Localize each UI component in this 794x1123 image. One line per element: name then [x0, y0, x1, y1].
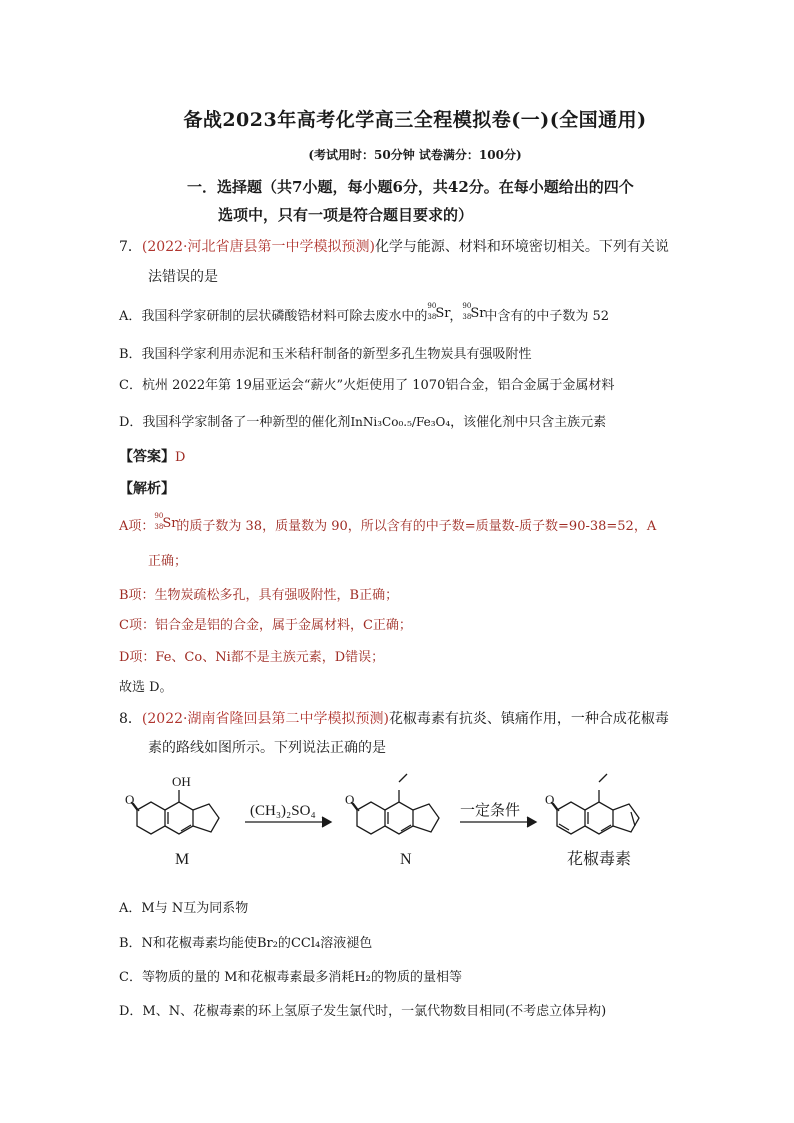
q7-stem-line2: 法错误的是	[148, 269, 218, 285]
molecule-n-structure	[351, 774, 439, 834]
q7-analysis-label: 【解析】	[119, 481, 175, 497]
q7-stem-line1: 化学与能源、材料和环境密切相关。下列有关说	[374, 239, 669, 255]
q8-stem	[119, 708, 669, 730]
q7-option-d: D．我国科学家制备了一种新型的催化剂InNi₃Co₀.₅/Fe₃O₄，该催化剂中只含主族元素	[119, 415, 607, 430]
q7-answer: 【答案】D	[119, 449, 186, 465]
q8-source: (2022·湖南省隆回县第二中学模拟预测)	[141, 711, 389, 727]
n-carbonyl-o: O	[345, 792, 355, 807]
q7-option-a: A．我国科学家研制的层状磷酸锆材料可除去废水中的 90 38 Sr ， 90 38 Sr 中含有的中子数为 52	[119, 302, 610, 324]
q8-option-d: D．M、N、花椒毒素的环上氢原子发生氯代时，一氯代物数目相同(不考虑立体异构)	[119, 1004, 607, 1019]
sr-isotope: 90 38 Sr	[427, 302, 451, 321]
page-title: 备战2023年高考化学高三全程模拟卷(一)(全国通用)	[183, 109, 647, 131]
q7-stem	[119, 236, 669, 258]
q7-explain-b: B项：生物炭疏松多孔，具有强吸附性，B正确；	[119, 588, 399, 603]
product-structure	[551, 774, 639, 834]
catalyst-formula: InNi₃Co₀.₅/Fe₃O₄	[350, 415, 451, 429]
exam-info: (考试用时：50分钟 试卷满分：100分)	[308, 148, 522, 162]
q7-explain-c: C项：铝合金是铝的合金，属于金属材料，C正确；	[119, 618, 412, 633]
q7-number: 7．	[119, 239, 142, 255]
reagent-label: (CH₃)₂SO₄	[250, 803, 316, 819]
q7-source: (2022·河北省唐县第一中学模拟预测)	[141, 239, 375, 255]
molecule-m-structure	[131, 790, 219, 834]
q7-option-b: B．我国科学家利用赤泥和玉米秸秆制备的新型多孔生物炭具有强吸附性	[119, 347, 532, 362]
section-heading-line1: 一．选择题（共7小题，每小题6分，共42分。在每小题给出的四个	[187, 178, 634, 196]
product-carbonyl-o: O	[545, 792, 555, 807]
q8-option-b: B．N和花椒毒素均能使Br₂的CCl₄溶液褪色	[119, 936, 373, 951]
q7-explain-d: D项：Fe、Co、Ni都不是主族元素，D错误；	[119, 650, 385, 665]
label-m: M	[175, 851, 190, 868]
q8-stem-line1: 花椒毒素有抗炎、镇痛作用，一种合成花椒毒	[388, 711, 669, 727]
condition-label: 一定条件	[460, 803, 521, 819]
reaction-scheme	[115, 768, 675, 876]
q7-conclusion: 故选 D。	[119, 680, 173, 695]
q8-option-c: C．等物质的量的 M和花椒毒素最多消耗H₂的物质的量相等	[119, 970, 462, 985]
m-oh-label: OH	[172, 774, 191, 789]
label-n: N	[400, 851, 412, 868]
q8-option-a: A．M与 N互为同系物	[119, 901, 249, 916]
q8-stem-line2: 素的路线如图所示。下列说法正确的是	[148, 740, 386, 756]
q7-option-c: C．杭州 2022年第 19届亚运会“薪火”火炬使用了 1070铝合金，铝合金属于金属材料	[119, 378, 615, 393]
m-carbonyl-o: O	[125, 792, 135, 807]
q7-explain-a-cont: 正确；	[148, 554, 188, 569]
q8-number: 8．	[119, 711, 142, 727]
section-heading-line2: 选项中，只有一项是符合题目要求的）	[218, 206, 474, 224]
sr-isotope: 90 38 Sr	[462, 302, 486, 321]
label-product: 花椒毒素	[567, 851, 632, 868]
q7-explain-a: A项： 90 38 Sr 的质子数为 38，质量数为 90，所以含有的中子数=质量数-质子数=90-38=52，A	[119, 512, 657, 534]
